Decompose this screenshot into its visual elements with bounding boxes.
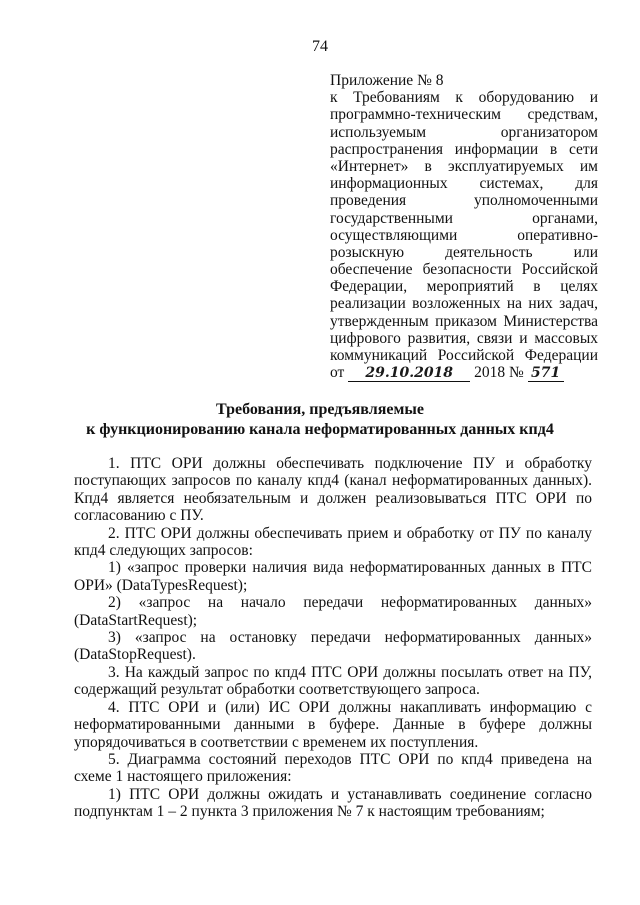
appendix-line: используемым организатором xyxy=(330,123,598,141)
heading-line-1: Требования, предъявляемые xyxy=(216,401,424,418)
appendix-line: распространения информации в сети xyxy=(330,140,598,158)
appendix-title: Приложение № 8 xyxy=(330,72,444,89)
paragraph: 3. На каждый запрос по кпд4 ПТС ОРИ должны посылать ответ на ПУ, содержащий результат обработки соответствующего запроса. xyxy=(74,663,592,699)
appendix-line: цифрового развития, связи и массовых xyxy=(330,329,598,347)
appendix-line: утвержденным приказом Министерства xyxy=(330,312,598,330)
approval-line xyxy=(330,364,598,381)
appendix-line: розыскную деятельность или xyxy=(330,243,598,261)
appendix-line: коммуникаций Российской Федерации xyxy=(330,347,598,364)
appendix-line: осуществляющими оперативно- xyxy=(330,226,598,244)
document-body xyxy=(74,455,592,821)
paragraph: 3) «запрос на остановку передачи неформатированных данных» (DataStopRequest). xyxy=(74,629,592,664)
paragraph: 1) «запрос проверки наличия вида неформатированных данных в ПТС ОРИ» (DataTypesRequest); xyxy=(74,559,592,594)
appendix-block xyxy=(330,72,598,381)
appendix-line: программно-техническим средствам, xyxy=(330,106,598,124)
paragraph: 2. ПТС ОРИ должны обеспечивать прием и обработку от ПУ по каналу кпд4 следующих запросов: xyxy=(74,524,592,560)
appendix-line: обеспечение безопасности Российской xyxy=(330,261,598,279)
appendix-line: государственными органами, xyxy=(330,209,598,227)
date-prefix: от xyxy=(330,364,345,382)
appendix-line: к Требованиям к оборудованию и xyxy=(330,89,598,107)
appendix-line: Федерации, мероприятий в целях xyxy=(330,278,598,296)
appendix-line: проведения уполномоченными xyxy=(330,192,598,210)
page-number: 74 xyxy=(312,38,328,55)
paragraph: 1. ПТС ОРИ должны обеспечивать подключение ПУ и обработку поступающих запросов по каналу кпд4 (канал неформатированных данных). Кпд4 является необязательным и должен реализовываться ПТС ОРИ по согласованию с ПУ. xyxy=(74,455,592,525)
handwritten-date: 29.10.2018 xyxy=(348,366,470,382)
paragraph: 2) «запрос на начало передачи неформатированных данных» (DataStartRequest); xyxy=(74,594,592,629)
year-number-label: 2018 № xyxy=(474,364,524,382)
paragraph: 1) ПТС ОРИ должны ожидать и устанавливать соединение согласно подпунктам 1 – 2 пункта 3 приложения № 7 к настоящим требованиям; xyxy=(74,785,592,821)
heading-line-2: к функционированию канала неформатированных данных кпд4 xyxy=(86,421,554,438)
paragraph: 5. Диаграмма состояний переходов ПТС ОРИ по кпд4 приведена на схеме 1 настоящего приложения: xyxy=(74,750,592,786)
paragraph: 4. ПТС ОРИ и (или) ИС ОРИ должны накапливать информацию с неформатированными данными в буфере. Данные в буфере должны упорядочиваться в соответствии с временем их поступления. xyxy=(74,698,592,751)
appendix-line: информационных системах, для xyxy=(330,175,598,193)
document-heading xyxy=(0,400,640,440)
appendix-line: «Интернет» в эксплуатируемых им xyxy=(330,157,598,175)
handwritten-order-number: 571 xyxy=(528,366,564,382)
appendix-line: реализации возложенных на них задач, xyxy=(330,295,598,313)
